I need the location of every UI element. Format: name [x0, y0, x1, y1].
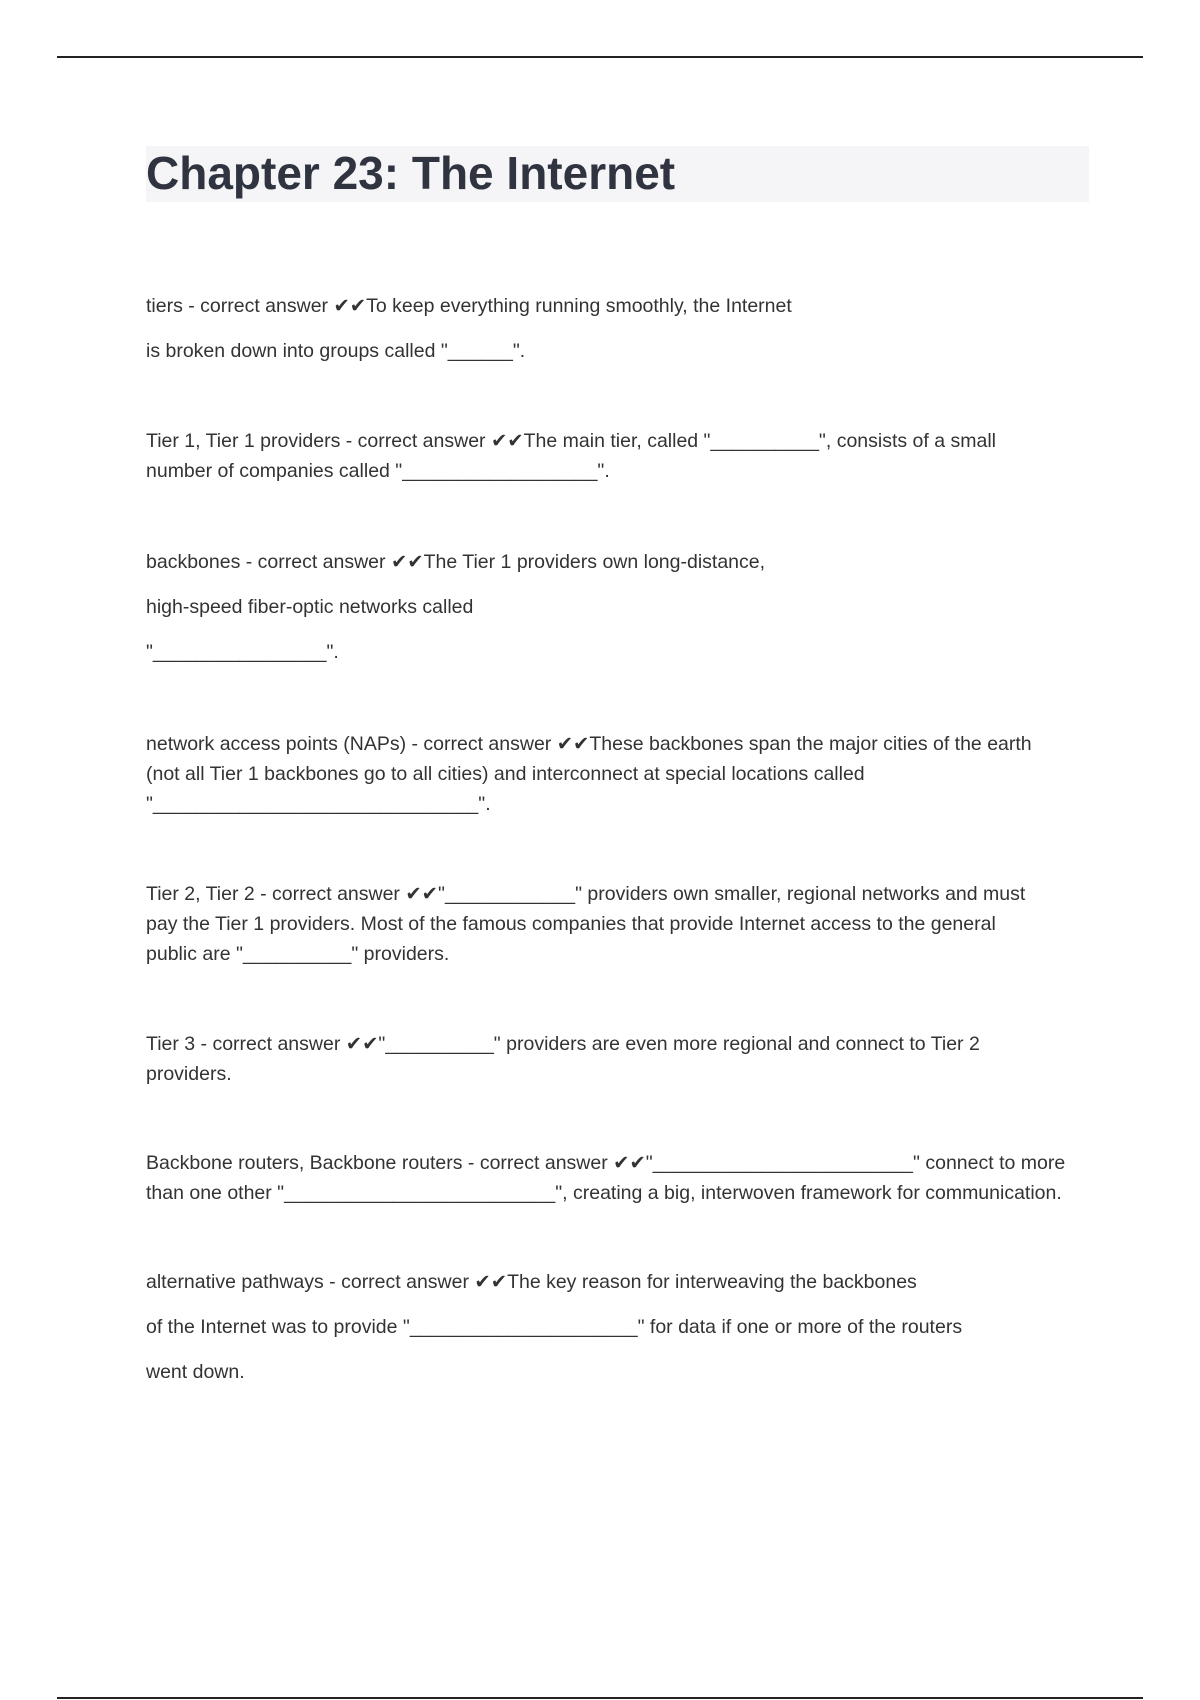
flashcard-entry: [146, 729, 1086, 819]
entry-line: backbones - correct answer ✔✔The Tier 1 providers own long-distance,: [146, 551, 766, 573]
entry-line: than one other "_________________________", creating a big, interwoven framework for communication.: [146, 1182, 1062, 1204]
entry-line: pay the Tier 1 providers. Most of the famous companies that provide Internet access to the general: [146, 913, 996, 935]
entry-line: is broken down into groups called "______".: [146, 340, 526, 362]
flashcard-entry: [146, 540, 1086, 675]
entry-line: high-speed fiber-optic networks called: [146, 596, 474, 618]
flashcard-entry: [146, 1260, 1086, 1395]
entry-line: (not all Tier 1 backbones go to all cities) and interconnect at special locations called: [146, 763, 865, 785]
entry-line: alternative pathways - correct answer ✔✔The key reason for interweaving the backbones: [146, 1271, 917, 1293]
flashcard-entry: [146, 1029, 1086, 1089]
entry-line: Tier 3 - correct answer ✔✔"__________" providers are even more regional and connect to Tier 2: [146, 1033, 980, 1055]
entry-line: public are "__________" providers.: [146, 943, 450, 965]
entry-line: tiers - correct answer ✔✔To keep everything running smoothly, the Internet: [146, 295, 792, 317]
flashcard-entry: [146, 1148, 1086, 1208]
entry-line: Tier 2, Tier 2 - correct answer ✔✔"____________" providers own smaller, regional networks and must: [146, 883, 1026, 905]
entry-line: network access points (NAPs) - correct answer ✔✔These backbones span the major cities of the earth: [146, 733, 1032, 755]
entry-line: "________________".: [146, 641, 339, 663]
flashcard-entry: [146, 426, 1086, 486]
entry-line: "______________________________".: [146, 793, 491, 815]
entry-line: of the Internet was to provide "_____________________" for data if one or more of the routers: [146, 1316, 963, 1338]
page-title: Chapter 23: The Internet: [146, 147, 676, 199]
entry-line: providers.: [146, 1063, 232, 1085]
entry-line: number of companies called "__________________".: [146, 460, 610, 482]
entry-line: Tier 1, Tier 1 providers - correct answer ✔✔The main tier, called "__________", consists of a small: [146, 430, 996, 452]
flashcard-entry: [146, 284, 1086, 374]
top-rule: [57, 56, 1143, 58]
flashcard-entry: [146, 879, 1086, 969]
entry-line: Backbone routers, Backbone routers - correct answer ✔✔"________________________" connect to more: [146, 1152, 1066, 1174]
entry-line: went down.: [146, 1361, 245, 1383]
bottom-rule: [57, 1697, 1143, 1699]
